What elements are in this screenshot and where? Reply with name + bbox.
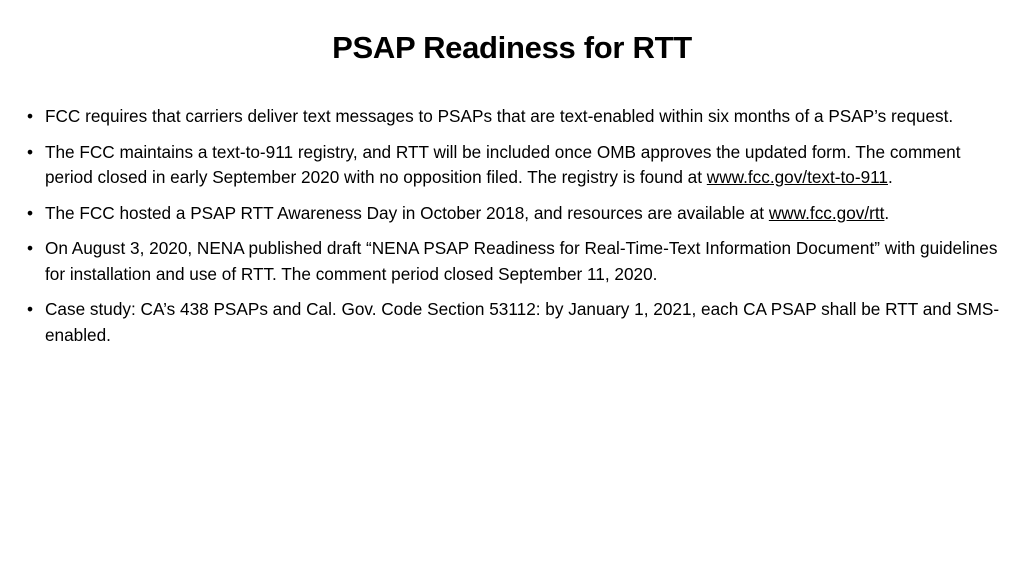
- bullet-list: [24, 104, 1000, 358]
- bullet-item-awareness-day: [24, 201, 1000, 227]
- bullet-point-icon: •: [27, 141, 34, 162]
- rtt-resources-link[interactable]: www.fcc.gov/rtt: [768, 202, 885, 223]
- bullet-item-registry: [24, 140, 1000, 191]
- bullet-text: Case study: CA’s 438 PSAPs and Cal. Gov. Code Section 53112: by January 1, 2021, each CA PSAP shall be RTT and SMS-enabled.: [45, 299, 1000, 345]
- bullet-item-case-study: [24, 297, 1000, 348]
- bullet-text: On August 3, 2020, NENA published draft “NENA PSAP Readiness for Real-Time-Text Information Document” with guidelines for installation and use of RTT. The comment period closed September 11, 2020.: [45, 238, 998, 284]
- bullet-text: The FCC hosted a PSAP RTT Awareness Day in October 2018, and resources are available at: [45, 202, 769, 223]
- bullet-text: The FCC maintains a text-to-911 registry, and RTT will be included once OMB approves the updated form. The comment period closed in early September 2020 with no opposition filed. The registry is found at: [45, 141, 961, 187]
- bullet-text-end: .: [884, 202, 890, 223]
- bullet-point-icon: •: [27, 106, 34, 126]
- bullet-point-icon: •: [27, 299, 34, 319]
- bullet-text-end: .: [887, 167, 893, 187]
- bullet-item-carrier-requirement: [24, 104, 1000, 130]
- slide-title: PSAP Readiness for RTT: [332, 30, 692, 65]
- registry-link[interactable]: www.fcc.gov/text-to-911: [706, 167, 888, 187]
- bullet-point-icon: •: [27, 202, 34, 223]
- bullet-text: FCC requires that carriers deliver text messages to PSAPs that are text-enabled within six months of a PSAP’s request.: [45, 106, 954, 126]
- bullet-item-nena-draft: [24, 236, 1000, 287]
- bullet-point-icon: •: [27, 238, 34, 258]
